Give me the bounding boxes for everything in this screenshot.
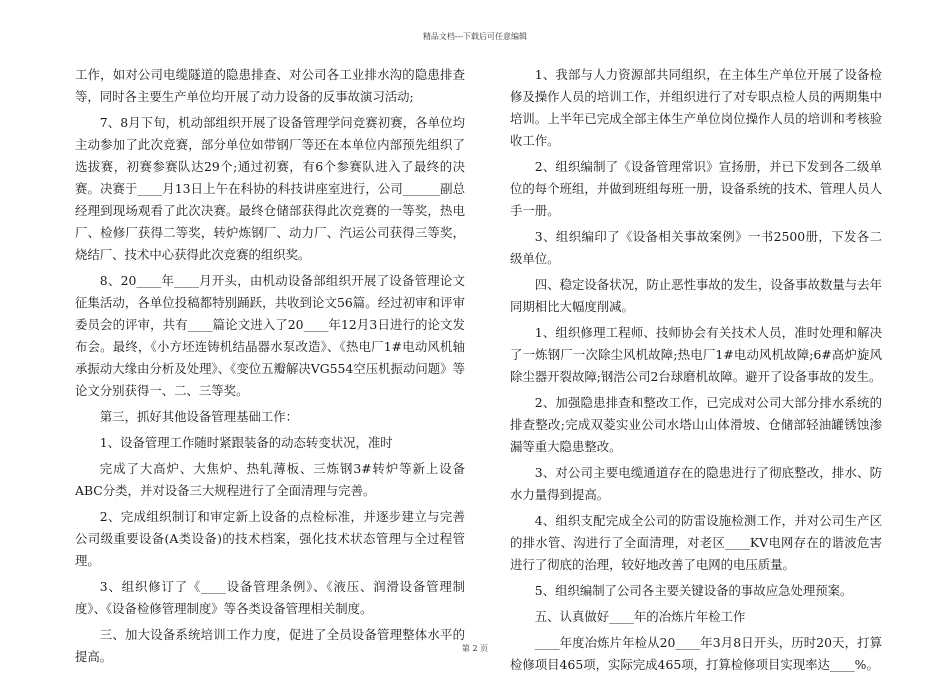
page-number: 第 2 页	[461, 644, 489, 653]
paragraph: 1、我部与人力资源部共同组织，在主体生产单位开展了设备检修及操作人员的培训工作，并组织进行了对专职点检人员的两期集中培训。上半年已完成全部主体生产单位岗位操作人员的培训和考核验收工作。	[510, 67, 882, 148]
paragraph: 2、完成组织制订和审定新上设备的点检标准，并逐步建立与完善公司级重要设备(A类设备)的技术档案，强化技术状态管理与全过程管理。	[75, 509, 465, 568]
paragraph: 完成了大高炉、大焦炉、热轧薄板、三炼钢3#转炉等新上设备ABC分类，并对设备三大规程进行了全面清理与完善。	[75, 461, 465, 498]
paragraph: 8、20____年____月开头，由机动设备部组织开展了设备管理论文征集活动，各单位投稿都特别踊跃，共收到论文56篇。经过初审和评审委员会的评审，共有____篇论文进入了20____年12月3日进行的论文发布会。最终，《小方坯连铸机结晶器水泵改造》、《热电厂1#电动风机轴承振动大缘由分析及处理》、《变位五瓣解决VG554空压机振动问题》等论文分别获得一、二、三等奖。	[75, 273, 465, 398]
paragraph: 三、加大设备系统培训工作力度，促进了全员设备管理整体水平的提高。	[75, 627, 465, 664]
paragraph: 四、稳定设备状况，防止恶性事故的发生，设备事故数量与去年同期相比大幅度削减。	[510, 277, 882, 314]
paragraph: 第三，抓好其他设备管理基础工作：	[99, 409, 299, 424]
paragraph: 工作，如对公司电缆隧道的隐患排查、对公司各工业排水沟的隐患排查等，同时各主要生产单位均开展了动力设备的反事故演习活动;	[75, 67, 465, 104]
paragraph: 3、组织编印了《设备相关事故案例》一书2500册，下发各二级单位。	[510, 229, 882, 266]
paragraph: 1、组织修理工程师、技师协会有关技术人员，准时处理和解决了一炼钢厂一次除尘风机故障;热电厂1#电动风机故障;6#高炉旋风除尘器开裂故障;钢浩公司2台球磨机故障。避开了设备事故的发生。	[510, 325, 882, 384]
paragraph: 2、加强隐患排查和整改工作，已完成对公司大部分排水系统的排查整改;完成双菱实业公司水塔山山体滑坡、仓储部轻油罐锈蚀渗漏等重大隐患整改。	[510, 395, 882, 454]
paragraph: 3、对公司主要电缆通道存在的隐患进行了彻底整改，排水、防水力量得到提高。	[510, 465, 882, 502]
right-column	[510, 64, 882, 680]
paragraph: 3、组织修订了《____设备管理条例》、《液压、润滑设备管理制度》、《设备检修管理制度》等各类设备管理相关制度。	[75, 579, 465, 616]
paragraph: ____年度冶炼片年检从20____年3月8日开头，历时20天，打算检修项目465项，实际完成465项，打算检修项目实现率达____%。	[510, 635, 882, 672]
paragraph: 4、组织支配完成全公司的防雷设施检测工作，并对公司生产区的排水管、沟进行了全面清理，对老区____KV电网存在的谐波危害进行了彻底的治理，较好地改善了电网的电压质量。	[510, 513, 882, 572]
paragraph: 2、组织编制了《设备管理常识》宣扬册，并已下发到各二级单位的每个班组，并做到班组每班一册，设备系统的技术、管理人员人手一册。	[510, 159, 882, 218]
paragraph: 1、设备管理工作随时紧跟装备的动态转变状况，准时	[99, 435, 393, 450]
paragraph: 5、组织编制了公司各主要关键设备的事故应急处理预案。	[534, 583, 853, 598]
left-column	[75, 64, 465, 672]
paragraph: 7、8月下旬，机动部组织开展了设备管理学问竞赛初赛，各单位均主动参加了此次竞赛，部分单位如带钢厂等还在本单位内部预先组织了选拔赛，初赛参赛队达29个;通过初赛，有6个参赛队进入了最终的决赛。决赛于____月13日上午在科协的科技讲座室进行，公司______副总经理到现场观看了此次决赛。最终仓储部获得此次竞赛的一等奖，热电厂、检修厂获得二等奖，转炉炼钢厂、动力厂、汽运公司获得三等奖，烧结厂、技术中心获得此次竞赛的组织奖。	[75, 115, 465, 262]
paragraph: 五、认真做好____年的冶炼片年检工作	[534, 609, 746, 624]
page-header: 精品文档---下载后可任意编辑	[422, 32, 528, 41]
